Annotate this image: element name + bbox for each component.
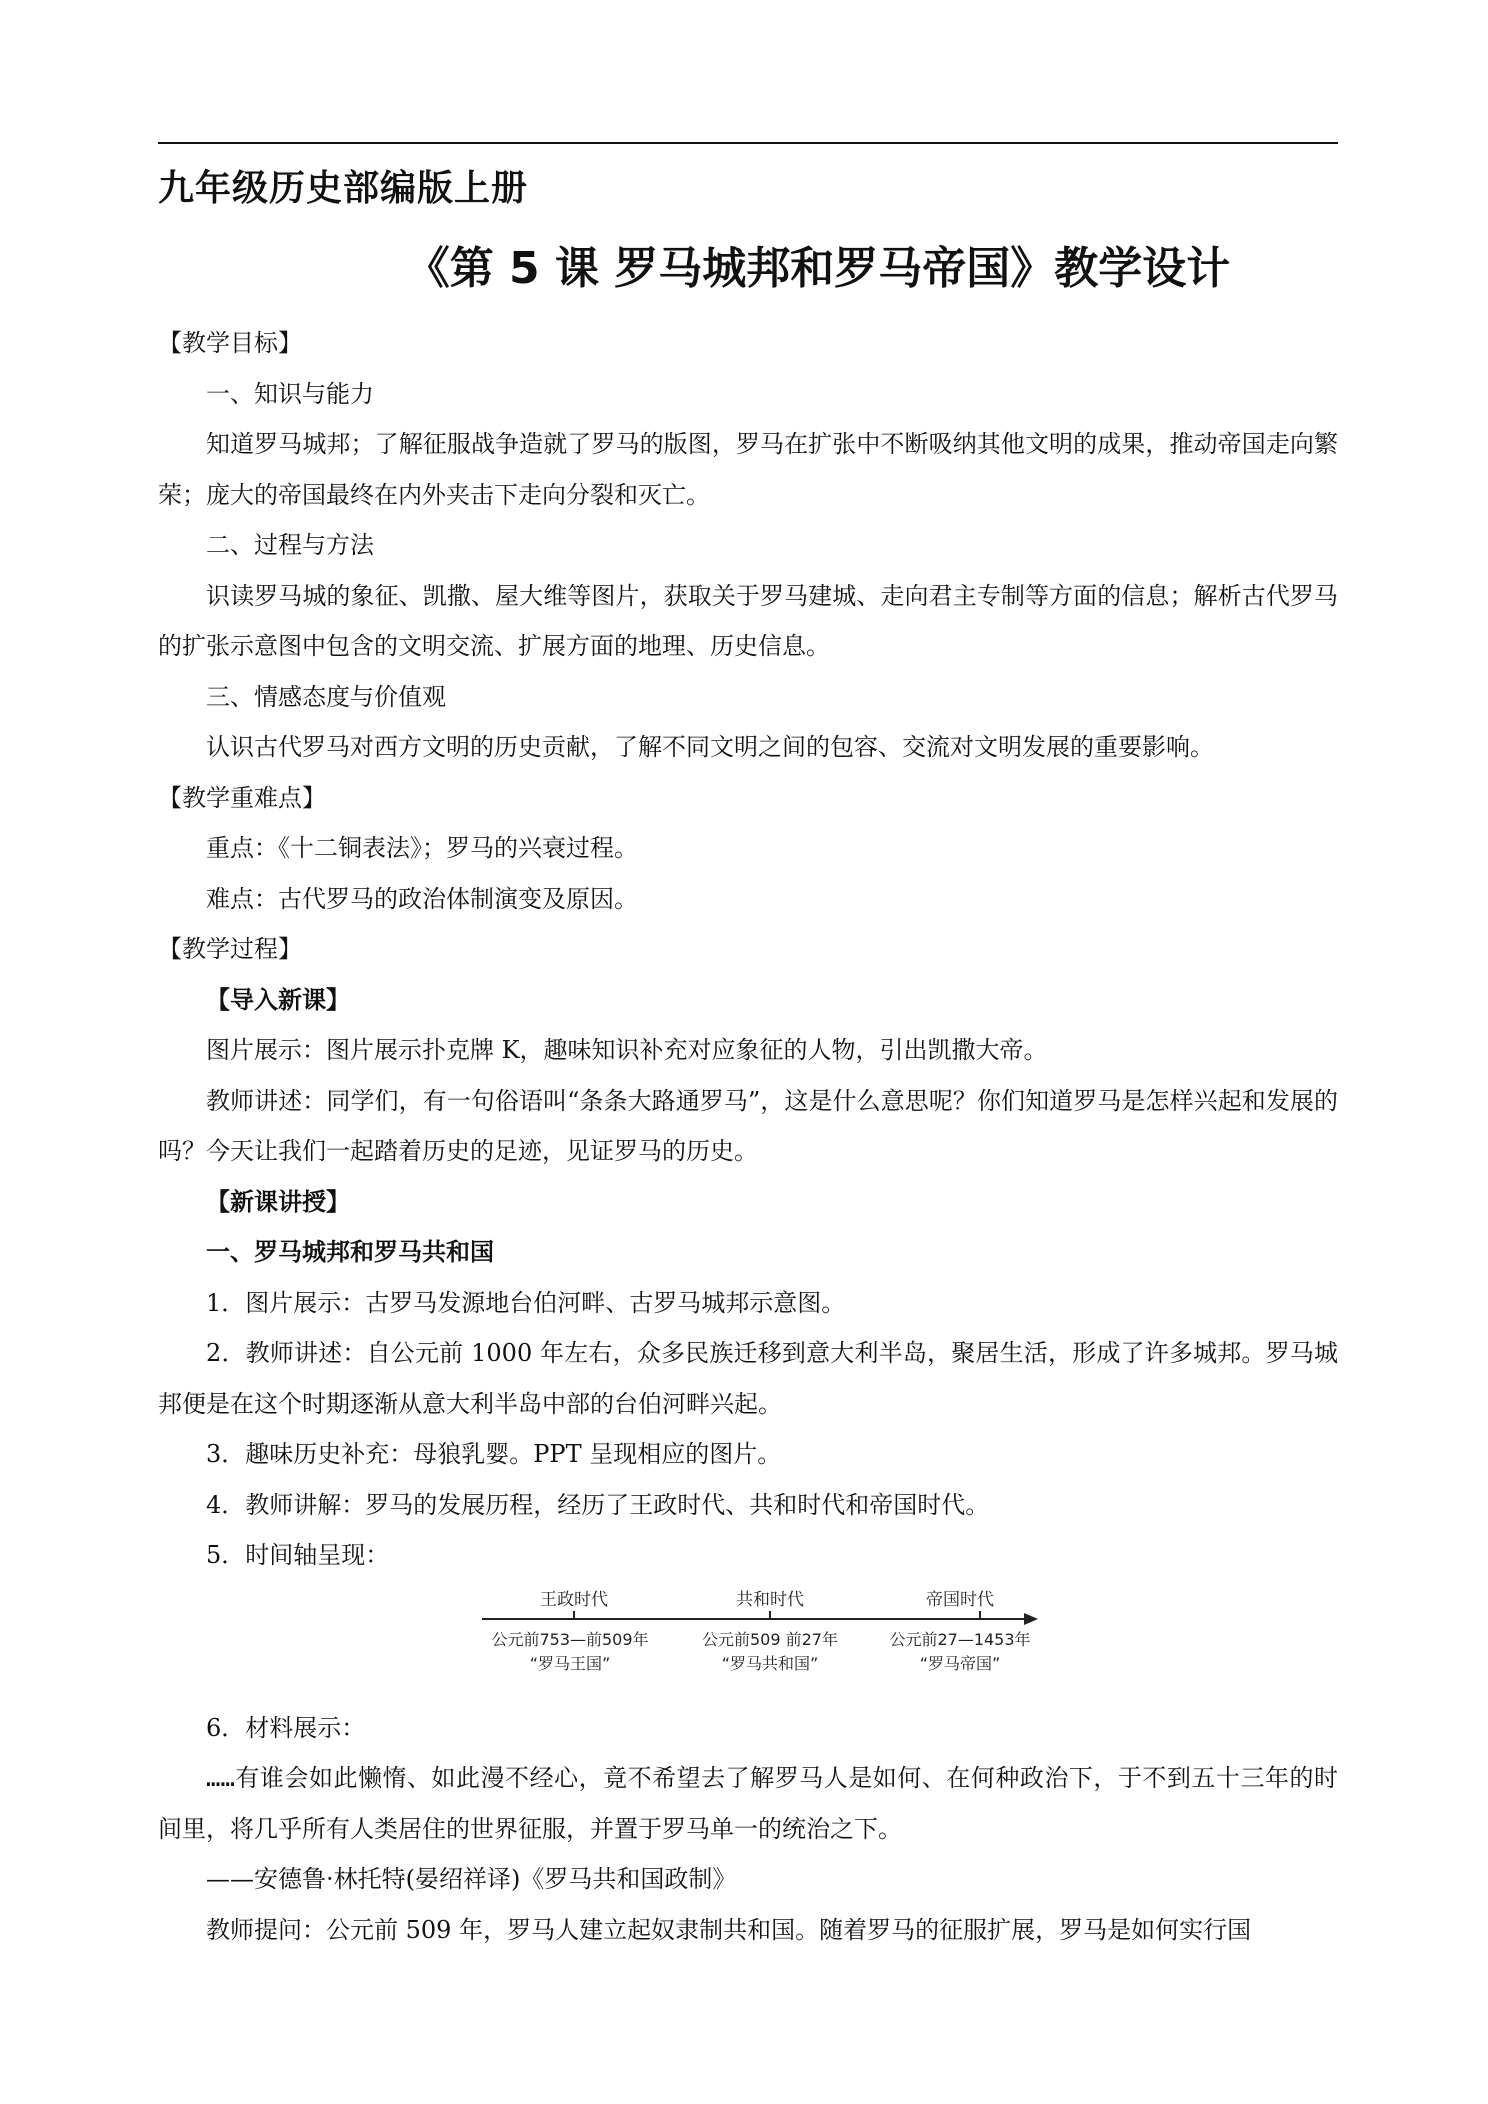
item-3: 3．趣味历史补充：母狼乳婴。PPT 呈现相应的图片。 <box>206 1440 782 1468</box>
objectives-s1-text: 知道罗马城邦；了解征服战争造就了罗马的版图，罗马在扩张中不断吸纳其他文明的成果，推动帝国走向繁荣；庞大的帝国最终在内外夹击下走向分裂和灭亡。 <box>158 430 1338 509</box>
timeline-era-dates: 公元前509 前27年 <box>702 1629 838 1649</box>
timeline-era-label: “罗马王国” <box>529 1653 611 1673</box>
item-6: 6．材料展示： <box>206 1713 366 1742</box>
timeline-era-name: 共和时代 <box>736 1589 804 1610</box>
objectives-s3-text: 认识古代罗马对西方文明的历史贡献，了解不同文明之间的包容、交流对文明发展的重要影响。 <box>206 733 1214 761</box>
timeline-arrow-icon <box>1024 1613 1038 1625</box>
timeline-era-dates: 公元前27—1453年 <box>889 1629 1031 1649</box>
keypoints-key: 重点：《十二铜表法》；罗马的兴衰过程。 <box>206 834 638 862</box>
new-lesson-label: 【新课讲授】 <box>206 1187 350 1216</box>
timeline-figure <box>158 1583 1338 1703</box>
header-rule <box>158 142 1338 144</box>
timeline-era-name: 王政时代 <box>540 1589 608 1610</box>
part1-title: 一、罗马城邦和罗马共和国 <box>206 1238 494 1266</box>
material-source: ——安德鲁·林托特(晏绍祥译)《罗马共和国政制》 <box>206 1865 737 1893</box>
objectives-s2-text: 识读罗马城的象征、凯撒、屋大维等图片，获取关于罗马建城、走向君主专制等方面的信息；解析古代罗马的扩张示意图中包含的文明交流、扩展方面的地理、历史信息。 <box>158 581 1338 660</box>
document-body <box>158 318 1338 1955</box>
intro-2: 教师讲述：同学们，有一句俗语叫“条条大路通罗马”，这是什么意思呢？你们知道罗马是怎样兴起和发展的吗？今天让我们一起踏着历史的足迹，见证罗马的历史。 <box>158 1086 1338 1165</box>
timeline-era-label: “罗马帝国” <box>919 1653 1001 1673</box>
item-4: 4．教师讲解：罗马的发展历程，经历了王政时代、共和时代和帝国时代。 <box>206 1490 990 1519</box>
timeline-era-name: 帝国时代 <box>926 1589 994 1610</box>
intro-label: 【导入新课】 <box>206 985 350 1014</box>
timeline-era-dates: 公元前753—前509年 <box>491 1629 649 1649</box>
objectives-s3-title: 三、情感态度与价值观 <box>206 682 446 711</box>
item-2: 2．教师讲述：自公元前 1000 年左右，众多民族迁移到意大利半岛，聚居生活，形成了许多城邦。罗马城邦便是在这个时期逐渐从意大利半岛中部的台伯河畔兴起。 <box>158 1339 1338 1418</box>
keypoints-difficult: 难点：古代罗马的政治体制演变及原因。 <box>206 884 638 913</box>
timeline-svg <box>480 1583 1040 1703</box>
teacher-question: 教师提问：公元前 509 年，罗马人建立起奴隶制共和国。随着罗马的征服扩展，罗马是如何实行国 <box>206 1915 1252 1944</box>
objectives-s2-title: 二、过程与方法 <box>206 531 374 559</box>
doc-header: 九年级历史部编版上册 <box>158 168 529 209</box>
item-5: 5．时间轴呈现： <box>206 1541 390 1569</box>
process-label: 【教学过程】 <box>158 935 302 963</box>
material-quote: ……有谁会如此懒惰、如此漫不经心，竟不希望去了解罗马人是如何、在何种政治下，于不到五十三年的时间里，将几乎所有人类居住的世界征服，并置于罗马单一的统治之下。 <box>158 1764 1338 1843</box>
intro-1: 图片展示：图片展示扑克牌 K，趣味知识补充对应象征的人物，引出凯撒大帝。 <box>206 1036 1048 1064</box>
page-title: 《第 5 课 罗马城邦和罗马帝国》教学设计 <box>405 243 1231 294</box>
item-1: 1．图片展示：古罗马发源地台伯河畔、古罗马城邦示意图。 <box>206 1288 846 1317</box>
objectives-s1-title: 一、知识与能力 <box>206 379 374 408</box>
timeline-era-label: “罗马共和国” <box>721 1653 819 1673</box>
keypoints-label: 【教学重难点】 <box>158 783 326 812</box>
objectives-label: 【教学目标】 <box>158 329 302 357</box>
